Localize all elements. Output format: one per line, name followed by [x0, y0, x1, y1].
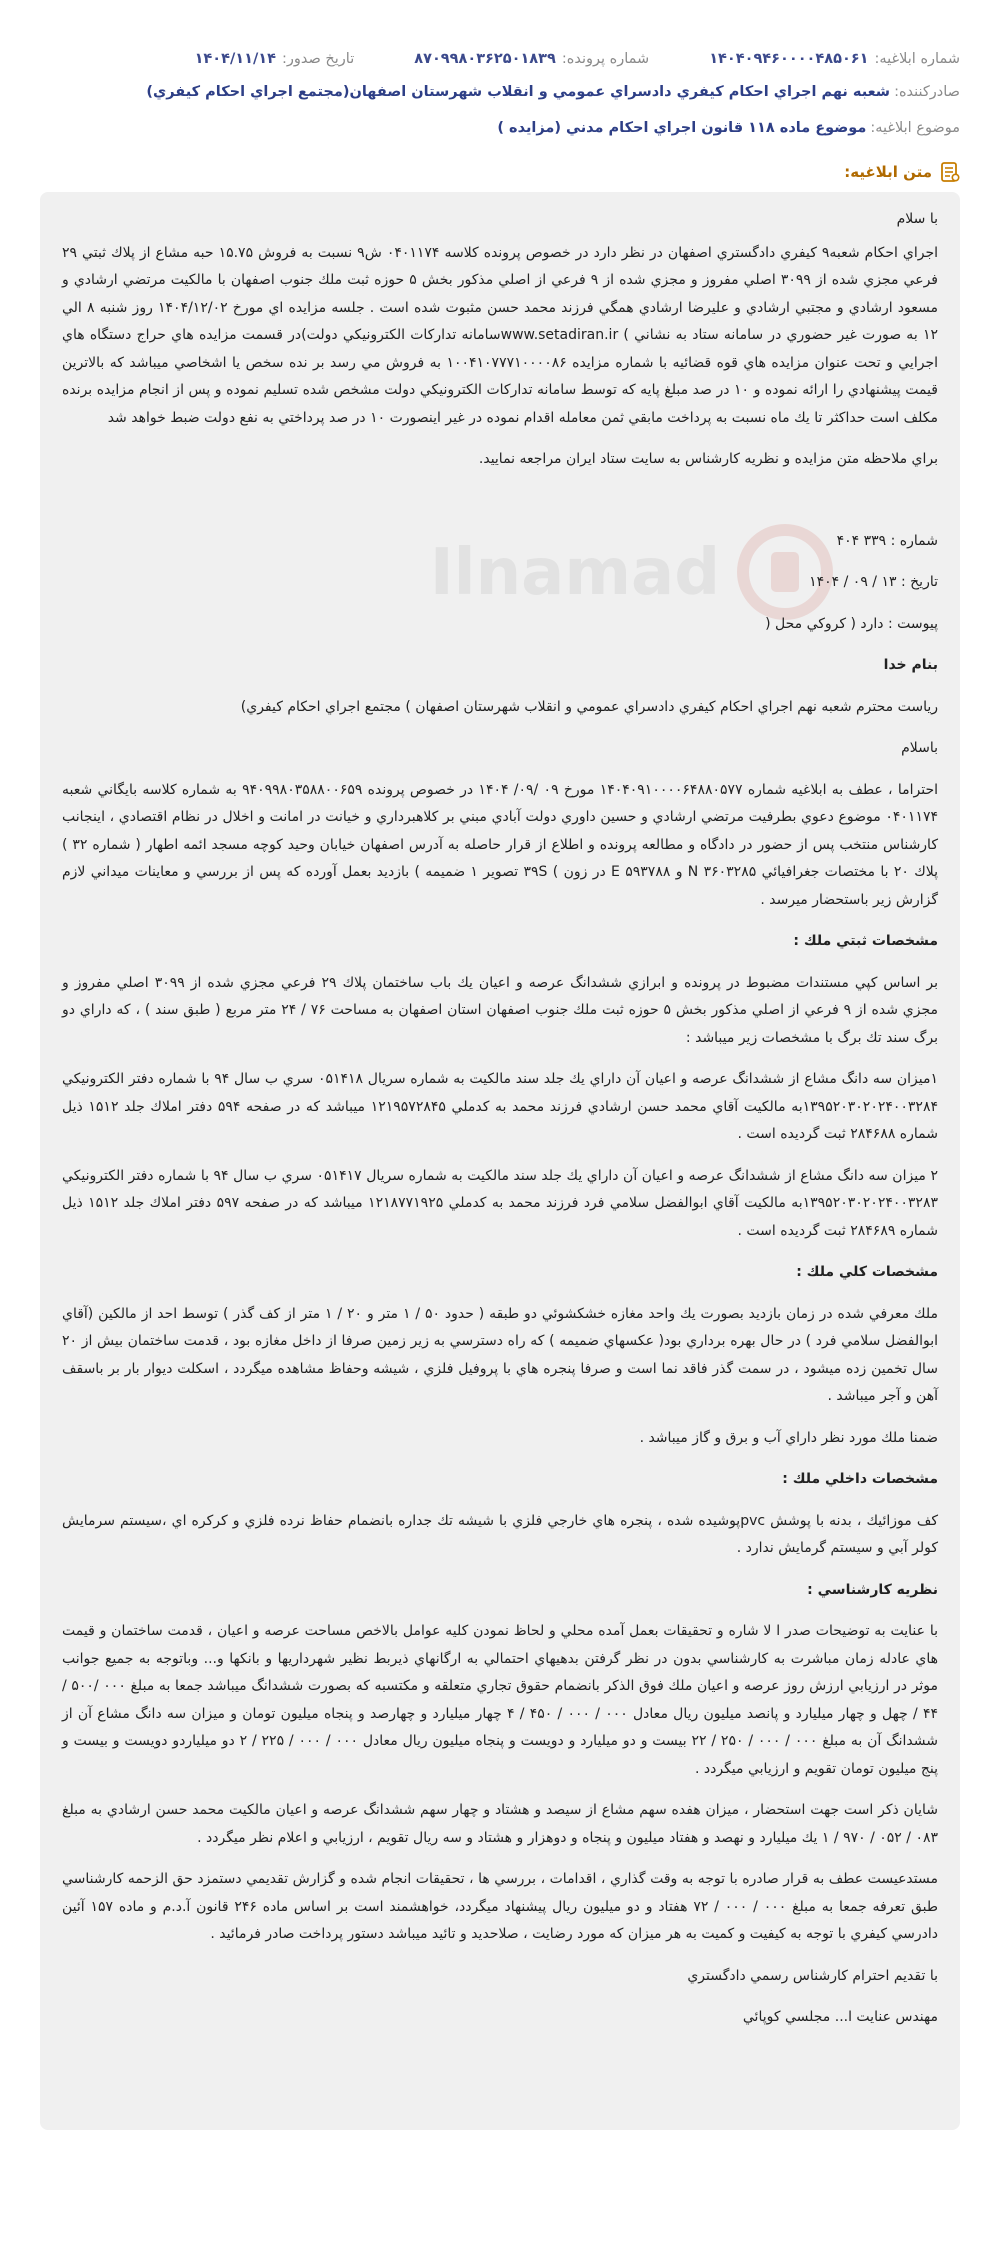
notice-text-title: متن ابلاغيه:	[844, 163, 932, 181]
issuer-line	[40, 74, 960, 110]
issue-date-group	[195, 51, 355, 67]
notice-number-group	[709, 51, 960, 67]
letter-addressee: رياست محترم شعبه نهم اجراي احكام كيفري دادسراي عمومي و انقلاب شهرستان اصفهان ) مجتمع اجراي احكام كيفري)	[240, 698, 938, 715]
issue-date: ۱۴۰۴/۱۱/۱۴	[194, 51, 276, 67]
issuer-label: صادركننده:	[894, 84, 960, 100]
notice-text-heading	[40, 152, 960, 192]
notice-text-card	[40, 192, 960, 2130]
valuation-paragraph: با عنايت به توضيحات صدر ا لا شاره و تحقيقات بعمل آمده محلي و لحاظ نمودن كليه عوامل بالاخص مساحت عرصه و اعيان ، قدمت ساختمان و قيمت هاي عادله زمان مباشرت به كارشناسي بدون در نظر گرفتن بدهيهاي احتمالي به ارگانهاي ذيربط نظير شهرداريها و بانكها و... وباتوجه به جميع جوانب موثر در ارزيابي ارزش روز عرصه و اعيان ملك فوق الذكر بانضمام حقوق تجاري متعلقه و مكتسبه كه بصورت ششدانگ ميباشد جمعا به مبلغ ۰۰۰ /۵۰۰ / ۴۴ / چهل و چهار ميليارد و پانصد ميليون ريال معادل ۰۰۰ / ۰۰۰ / ۴۵۰ / ۴ چهار ميليارد و چهارصد و پنجاه ميليون تومان و ميزان سه دانگ مشاع آن از ششدانگ آن به مبلغ ۰۰۰ / ۰۰۰ / ۲۵۰ / ۲۲ بيست و دو ميليارد و دويست و پنجاه ميليون ريال معادل ۰۰۰ / ۰۰۰ / ۲۲۵ / ۲ دو ميلياردو دويست و بيست و پنج ميليون تومان تقويم و ارزيابي ميگردد .	[62, 1623, 938, 1777]
watermark-text: Ilnamad	[429, 536, 720, 610]
auction-paragraph: اجراي احكام شعبه۹ كيفري دادگستري اصفهان در نظر دارد در خصوص پرونده كلاسه ۰۴۰۱۱۷۴ ش۹ نسبت به فروش ۱۵.۷۵ حبه مشاع از پلاك ثبتي ۲۹ فرعي مجزي شده از ۳۰۹۹ اصلي مفروز و مجزي شده از ۹ فرعي از اصلي مذكور بخش ۵ حوزه ثبت ملك جنوب اصفهان با مالكيت مرتضي ارشادي و مسعود ارشادي و مجتبي ارشادي و عليرضا ارشادي همگي فرزند محمد حسن مثبوت شده است . جلسه مزايده اي مورخ ۱۴۰۴/۱۲/۰۲ روز شنبه ۸ الي ۱۲ به صورت غير حضوري در سامانه ستاد به نشاني ) www.setadiran.irسامانه تداركات الكترونيكي دولت)در قسمت مزايده هاي حراج دستگاه هاي اجرايي و تحت عنوان مزايده هاي قوه قضائيه با شماره مزايده ۱۰۰۴۱۰۷۷۷۱۰۰۰۰۸۶ به فروش مي رسد بر نده سخص يا اشخاصي ميباشد كه بالاترين قيمت پيشنهادي را ارائه نموده و ۱۰ در صد مبلغ پايه كه توسط سامانه تداركات الكترونيكي دولت مشخص شده تسليم نموده و پس از انجام مزايده برنده مكلف است حداكثر تا يك ماه نسبت به پرداخت مابقي ثمن معامله اقدام نموده در غير اينصورت ۱۰ در صد پرداختي به نفع دولت ضبط خواهد شد	[62, 244, 938, 426]
case-number: ۸۷۰۹۹۸۰۳۶۲۵۰۱۸۳۹	[414, 51, 556, 67]
letter-bism: بنام خدا	[883, 657, 938, 673]
reference-paragraph: احتراما ، عطف به ابلاغيه شماره ۱۴۰۴۰۹۱۰۰۰۰۶۴۸۸۰۵۷۷ مورخ ۰۹ /۰۹/ ۱۴۰۴ در خصوص پرونده ۹۴۰۹۹۸۰۳۵۸۸۰۰۶۵۹ به شماره كلاسه بايگاني شعبه ۰۴۰۱۱۷۴ موضوع دعوي بطرفيت مرتضي ارشادي و حسين داوري دولت آبادي مبني بر كلاهبرداري و خيانت در امانت و اخلال در نظام اقتصادي ، اينجانب كارشناس منتخب پس از حضور در دادگاه و مطالعه پرونده و اطلاع از قرار حاصله به آدرس اصفهان خيابان وحيد كوچه مسجد ائمه اطهار ( شماره ۳۲ ) پلاك ۲۰ با مختصات جغرافيائي N ۳۶۰۳۲۸۵ و ۵۹۳۷۸۸ E در زون ) ۳۹S تصوير ۱ ضميمه ) بازديد بعمل آورده كه پس از بررسي و معاينات ميداني لازم گزارش زير باستحضار ميرسد .	[62, 781, 939, 908]
closing-line: با تقديم احترام كارشناس رسمي دادگستري	[687, 1967, 938, 1984]
notice-number: ۱۴۰۴۰۹۴۶۰۰۰۰۴۸۵۰۶۱	[709, 51, 869, 67]
subject: موضوع ماده ۱۱۸ قانون اجراي احكام مدني (مزايده )	[497, 120, 867, 136]
interior-specs-heading: مشخصات داخلي ملك :	[782, 1471, 938, 1487]
expert-opinion-heading: نظريه كارشناسي :	[807, 1581, 938, 1598]
deed-two-paragraph: ۲ ميزان سه دانگ مشاع از ششدانگ عرصه و اعيان آن داراي يك جلد سند مالكيت به شماره سريال ۰۵۱۴۱۷ سري ب سال ۹۴ با شماره دفتر الكترونيكي ۱۳۹۵۲۰۳۰۲۰۲۴۰۰۳۲۸۳به مالكيت آقاي ابوالفضل سلامي فرد فرزند محمد به كدملي ۱۲۱۸۷۷۱۹۲۵ ميباشد كه در صفحه ۵۹۷ دفتر املاك جلد ۱۵۱۲ ذيل شماره ۲۸۴۶۸۹ ثبت گرديده است .	[62, 1167, 939, 1239]
letter-attachment: پيوست : دارد ( كروكي محل (	[765, 615, 938, 632]
issuer: شعبه نهم اجراي احكام كيفري دادسراي عمومي و انقلاب شهرستان اصفهان(مجتمع اجراي احكام كيفري)	[146, 84, 891, 100]
deed-one-paragraph: ۱ميزان سه دانگ مشاع از ششدانگ عرصه و اعيان آن داراي يك جلد سند مالكيت به شماره سريال ۰۵۱۴۱۸ سري ب سال ۹۴ با شماره دفتر الكترونيكي ۱۳۹۵۲۰۳۰۲۰۲۴۰۰۳۲۸۴به مالكيت آقاي محمد حسن ارشادي فرزند محمد به كدملي ۱۲۱۹۵۷۲۸۴۵ ميباشد كه در صفحه ۵۹۴ دفتر املاك جلد ۱۵۱۲ ذيل شماره ۲۸۴۶۸۸ ثبت گرديده است .	[62, 1071, 939, 1142]
notice-meta-row	[40, 44, 960, 74]
letter-number: شماره : ۳۳۹ ۴۰۴	[836, 532, 938, 549]
subject-line	[40, 110, 960, 146]
view-auction-paragraph: براي ملاحظه متن مزايده و نظريه كارشناس به سايت ستاد ايران مراجعه نماييد.	[478, 451, 938, 467]
spacer	[62, 488, 938, 528]
registry-heading: مشخصات ثبتي ملك :	[793, 933, 938, 949]
utilities-paragraph: ضمنا ملك مورد نظر داراي آب و برق و گاز ميباشد .	[639, 1429, 938, 1446]
registry-paragraph: بر اساس كپي مستندات مضبوط در پرونده و ابرازي ششدانگ عرصه و اعيان يك باب ساختمان پلاك ۲۹ فرعي مجزي شده از ۳۰۹۹ اصلي مفروز و مجزي شده از ۹ فرعي از اصلي مذكور بخش ۵ حوزه ثبت ملك جنوب اصفهان استان اصفهان به مساحت ۷۶ / ۲۴ متر مربع ( طبق سند ) ، كه داراي دو برگ سند تك برگ با مشخصات زير ميباشد :	[62, 974, 938, 1046]
subject-label: موضوع ابلاغيه:	[870, 120, 960, 136]
share-valuation-paragraph: شايان ذكر است جهت استحضار ، ميزان هفده سهم مشاع از سيصد و هشتاد و چهار سهم ششدانگ عرصه و اعيان مالكيت محمد حسن ارشادي به مبلغ ۰۸۳ / ۰۵۲ / ۹۷۰ / ۱ يك ميليارد و نهصد و هفتاد ميليون و پنجاه و دوهزار و هشتاد و سه ريال تقويم ، ارزيابي و اعلام نظر ميگردد .	[62, 1802, 938, 1846]
issue-date-label: تاريخ صدور:	[281, 51, 355, 67]
fee-request-paragraph: مستدعيست عطف به قرار صادره با توجه به وقت گذاري ، اقدامات ، بررسي ها ، تحقيقات انجام شده و گزارش تقديمي دستمزد حق الزحمه كارشناسي طبق تعرفه جمعا به مبلغ ۰۰۰ / ۰۰۰ / ۷۲ هفتاد و دو ميليون ريال پيشنهاد ميگردد، خواهشمند است بر اساس ماده ۲۴۶ قانون آ.د.م و ماده ۱۵۷ آئين دادرسي كيفري با توجه به كيفيت و كميت به هر ميزان كه مورد رضايت ، صلاحديد و تائيد ميباشد دستور پرداخت صادر فرمائيد .	[62, 1871, 938, 1942]
general-specs-paragraph: ملك معرفي شده در زمان بازديد بصورت يك واحد مغازه خشكشوئي دو طبقه ( حدود ۵۰ / ۱ متر و ۲۰ / ۱ متر از كف گذر ) توسط احد از مالكين (آقاي ابوالفضل سلامي فرد ) در حال بهره برداري بود( عكسهاي ضميمه ) كه راه دسترسي به زير زمين صرفا از داخل مغازه بود ، قدمت ساختمان بيش از ۲۰ سال تخمين زده ميشود ، در سمت گذر فاقد نما است و صرفا پنجره هاي با پروفيل فلزي ، شيشه وحفاظ مشاهده ميگردد ، اسكلت ديوار بار بر باسقف آهن و آجر ميباشد .	[62, 1305, 938, 1404]
greeting: با سلام	[896, 211, 938, 227]
case-number-group	[414, 51, 649, 67]
letter-date: تاريخ : ۱۳ / ۰۹ / ۱۴۰۴	[809, 574, 938, 590]
case-number-label: شماره پرونده:	[561, 51, 650, 67]
letter-salutation: باسلام	[901, 740, 938, 756]
document-icon	[940, 161, 960, 183]
signer-name: مهندس عنايت ا... مجلسي كوپائي	[742, 2009, 938, 2025]
notice-number-label: شماره ابلاغيه:	[874, 51, 960, 67]
interior-specs-paragraph: كف موزائيك ، بدنه با پوشش pvcپوشيده شده ، پنجره هاي خارجي فلزي با شيشه تك جداره بانضمام حفاظ نرده فلزي و كركره اي ،سيستم سرمايش كولر آبي و سيستم گرمايش ندارد .	[62, 1512, 938, 1556]
general-specs-heading: مشخصات كلي ملك :	[796, 1264, 938, 1280]
